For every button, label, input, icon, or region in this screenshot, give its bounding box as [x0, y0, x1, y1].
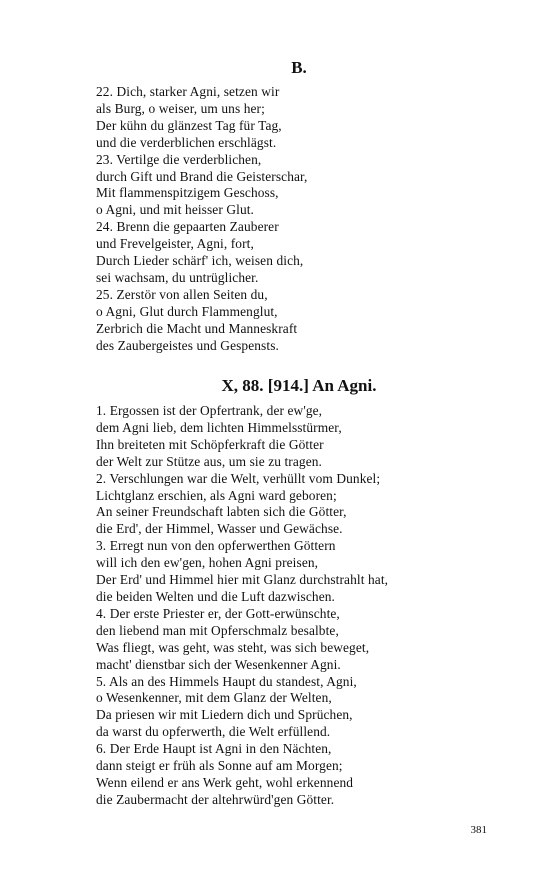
- section-heading-x88: X, 88. [914.] An Agni.: [221, 376, 377, 395]
- verse-line: durch Gift und Brand die Geisterschar,: [96, 168, 308, 184]
- verse-line: 22. Dich, starker Agni, setzen wir: [96, 84, 280, 99]
- verse-line: Da priesen wir mit Liedern dich und Sprüchen,: [96, 707, 353, 723]
- verse-line: 2. Verschlungen war die Welt, verhüllt vom Dunkel;: [96, 470, 381, 486]
- verse-line: da warst du opferwerth, die Welt erfüllend.: [96, 724, 331, 740]
- verse-line: Lichtglanz erschien, als Agni ward geboren;: [96, 487, 337, 503]
- verse-line: Der kühn du glänzest Tag für Tag,: [96, 117, 282, 133]
- verse-line: 4. Der erste Priester er, der Gott-erwünschte,: [96, 605, 340, 621]
- verse-line: die beiden Welten und die Luft dazwischen.: [96, 588, 335, 604]
- verse-line: 25. Zerstör von allen Seiten du,: [96, 286, 268, 302]
- verse-line: den liebend man mit Opferschmalz besalbte,: [96, 622, 339, 638]
- page-number: 381: [470, 824, 487, 836]
- verse-line: die Erd', der Himmel, Wasser und Gewächse.: [96, 521, 343, 537]
- verse-line: Was fliegt, was geht, was steht, was sich beweget,: [96, 639, 370, 655]
- verse-line: o Wesenkenner, mit dem Glanz der Welten,: [96, 690, 332, 706]
- verse-block-x88: [96, 403, 388, 809]
- verse-line: Der Erd' und Himmel hier mit Glanz durchstrahlt hat,: [96, 572, 389, 588]
- verse-line: der Welt zur Stütze aus, um sie zu tragen.: [96, 453, 322, 469]
- verse-line: dem Agni lieb, dem lichten Himmelsstürmer,: [96, 419, 342, 435]
- verse-line: 6. Der Erde Haupt ist Agni in den Nächten,: [96, 741, 332, 757]
- verse-line: 1. Ergossen ist der Opfertrank, der ew'ge,: [96, 403, 323, 418]
- verse-line: Durch Lieder schärf' ich, weisen dich,: [96, 253, 304, 269]
- verse-line: Mit flammenspitzigem Geschoss,: [96, 185, 279, 201]
- verse-line: die Zaubermacht der altehrwürd'gen Götter.: [96, 791, 335, 807]
- verse-line: macht' dienstbar sich der Wesenkenner Agni.: [96, 656, 341, 672]
- verse-line: o Agni, und mit heisser Glut.: [96, 202, 255, 218]
- verse-line: 5. Als an des Himmels Haupt du standest, Agni,: [96, 673, 357, 689]
- verse-line: Wenn eilend er ans Werk geht, wohl erkennend: [96, 774, 354, 790]
- verse-line: will ich den ew'gen, hohen Agni preisen,: [96, 555, 319, 571]
- verse-line: des Zaubergeistes und Gespensts.: [96, 337, 279, 353]
- verse-line: 3. Erregt nun von den opferwerthen Göttern: [96, 538, 336, 554]
- verse-line: 23. Vertilge die verderblichen,: [96, 151, 262, 167]
- verse-block-b: [96, 84, 308, 355]
- section-heading-b: B.: [291, 58, 307, 77]
- verse-line: Zerbrich die Macht und Manneskraft: [96, 320, 298, 336]
- verse-line: und Frevelgeister, Agni, fort,: [96, 236, 254, 252]
- verse-line: und die verderblichen erschlägst.: [96, 134, 277, 150]
- verse-line: o Agni, Glut durch Flammenglut,: [96, 303, 278, 319]
- verse-line: sei wachsam, du untrüglicher.: [96, 269, 259, 285]
- verse-line: An seiner Freundschaft labten sich die Götter,: [96, 504, 347, 520]
- verse-line: dann steigt er früh als Sonne auf am Morgen;: [96, 758, 343, 774]
- verse-line: 24. Brenn die gepaarten Zauberer: [96, 219, 279, 235]
- verse-line: als Burg, o weiser, um uns her;: [96, 100, 265, 116]
- verse-line: Ihn breiteten mit Schöpferkraft die Götter: [96, 436, 324, 452]
